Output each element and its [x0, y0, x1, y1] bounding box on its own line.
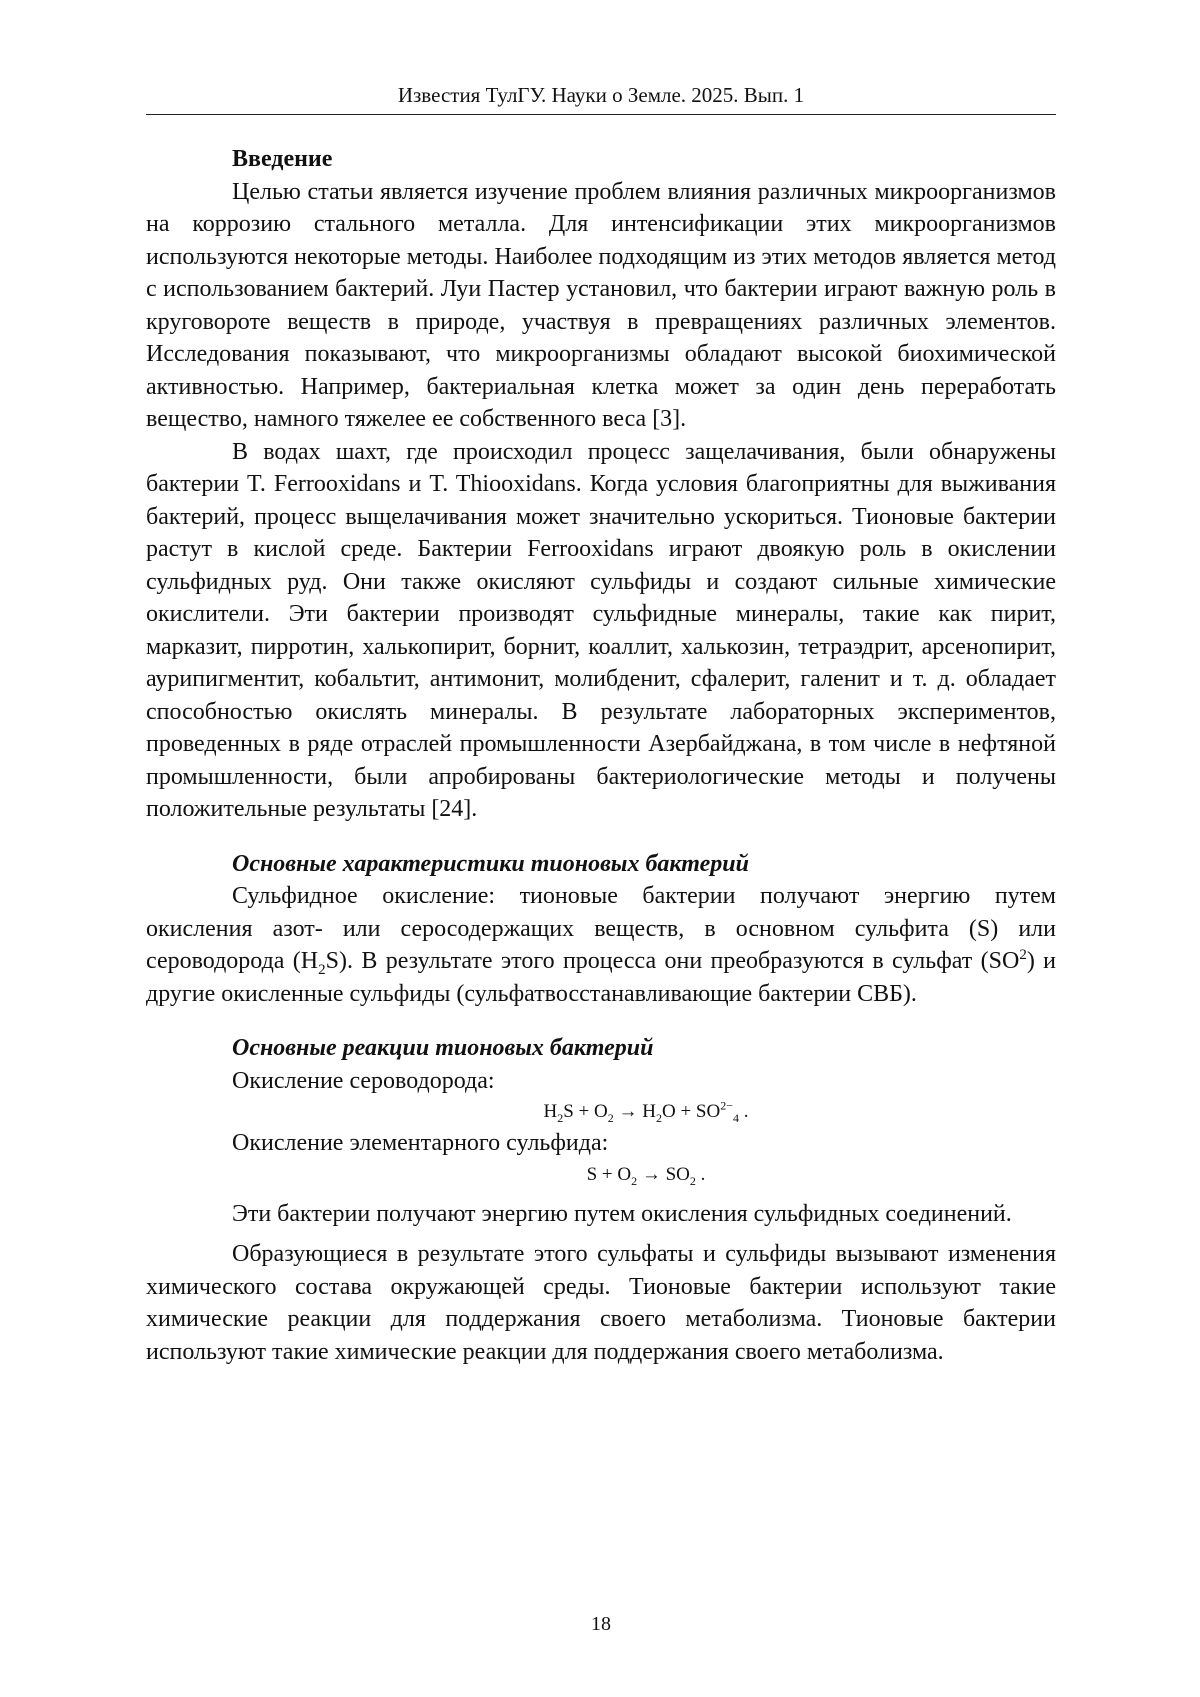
paragraph-reactions-1: Эти бактерии получают энергию путем окисления сульфидных соединений. [232, 1200, 1012, 1227]
text-segment: ) и другие окисленные сульфиды (сульфатвосстанавливающие бактерии СВБ). [146, 948, 1057, 1007]
superscript: 2 [1019, 947, 1027, 963]
label-hydrogen-sulfide-oxidation: Окисление сероводорода: [232, 1067, 495, 1094]
formula-hydrogen-sulfide-oxidation: $H_2S + O_2 \to H_2O + SO^{2-}_4$ . [543, 1098, 749, 1125]
paragraph-intro-1: Целью статьи является изучение проблем влияния различных микроорганизмов на коррозию стального металла. Для интенсификации этих микроорганизмов используются некоторые методы. Наиболее подходящим из этих методов является метод с использованием бактерий. Луи Пастер установил, что бактерии играют важную роль в круговороте веществ в природе, участвуя в превращениях различных элементов. Исследования показывают, что микроорганизмы обладают высокой биохимической активностью. Например, бактериальная клетка может за один день переработать вещество, намного тяжелее ее собственного веса [3]. [146, 178, 1056, 432]
article-body [146, 143, 1056, 1368]
paragraph-characteristics [146, 880, 1056, 1010]
header-rule [146, 114, 1056, 115]
section-heading-introduction: Введение [232, 146, 333, 172]
formula-elemental-sulfide-oxidation: $S + O_2 \to SO_2$ . [586, 1163, 706, 1188]
running-header: Известия ТулГУ. Науки о Земле. 2025. Вып. 1 [397, 83, 805, 107]
paragraph-reactions-2: Образующиеся в результате этого сульфаты и сульфиды вызывают изменения химического состава окружающей среды. Тионовые бактерии используют такие химические реакции для поддержания своего метаболизма. Тионовые бактерии используют такие химические реакции для поддержания своего метаболизма. [146, 1241, 1056, 1365]
paragraph-intro-2: В водах шахт, где происходил процесс защелачивания, были обнаружены бактерии T. Ferrooxidans и T. Thiooxidans. Когда условия благоприятны для выживания бактерий, процесс выщелачивания может значительно ускориться. Тионовые бактерии растут в кислой среде. Бактерии Ferrooxidans играют двоякую роль в окислении сульфидных руд. Они также окисляют сульфиды и создают сильные химические окислители. Эти бактерии производят сульфидные минералы, такие как пирит, марказит, пирротин, халькопирит, борнит, коаллит, халькозин, тетраэдрит, арсенопирит, аурипигментит, кобальтит, антимонит, молибденит, сфалерит, галенит и т. д. обладает способностью окислять минералы. В результате лабораторных экспериментов, проведенных в ряде отраслей промышленности Азербайджана, в том числе в нефтяной промышленности, были апробированы бактериологические методы и получены положительные результаты [24]. [146, 438, 1056, 822]
page-number: 18 [591, 1613, 611, 1635]
label-elemental-sulfide-oxidation: Окисление элементарного сульфида: [232, 1130, 609, 1156]
section-heading-characteristics: Основные характеристики тионовых бактерий [232, 850, 749, 877]
subscript: 2 [318, 961, 326, 978]
text-segment: S). В результате этого процесса они преобразуются в сульфат (SO [325, 948, 1020, 974]
section-heading-reactions: Основные реакции тионовых бактерий [232, 1035, 654, 1061]
text-segment: Сульфидное окисление: тионовые бактерии получают энергию путем окисления азот- или серосодержащих веществ, в основном сульфита (S) или сероводорода (H [146, 883, 1056, 974]
